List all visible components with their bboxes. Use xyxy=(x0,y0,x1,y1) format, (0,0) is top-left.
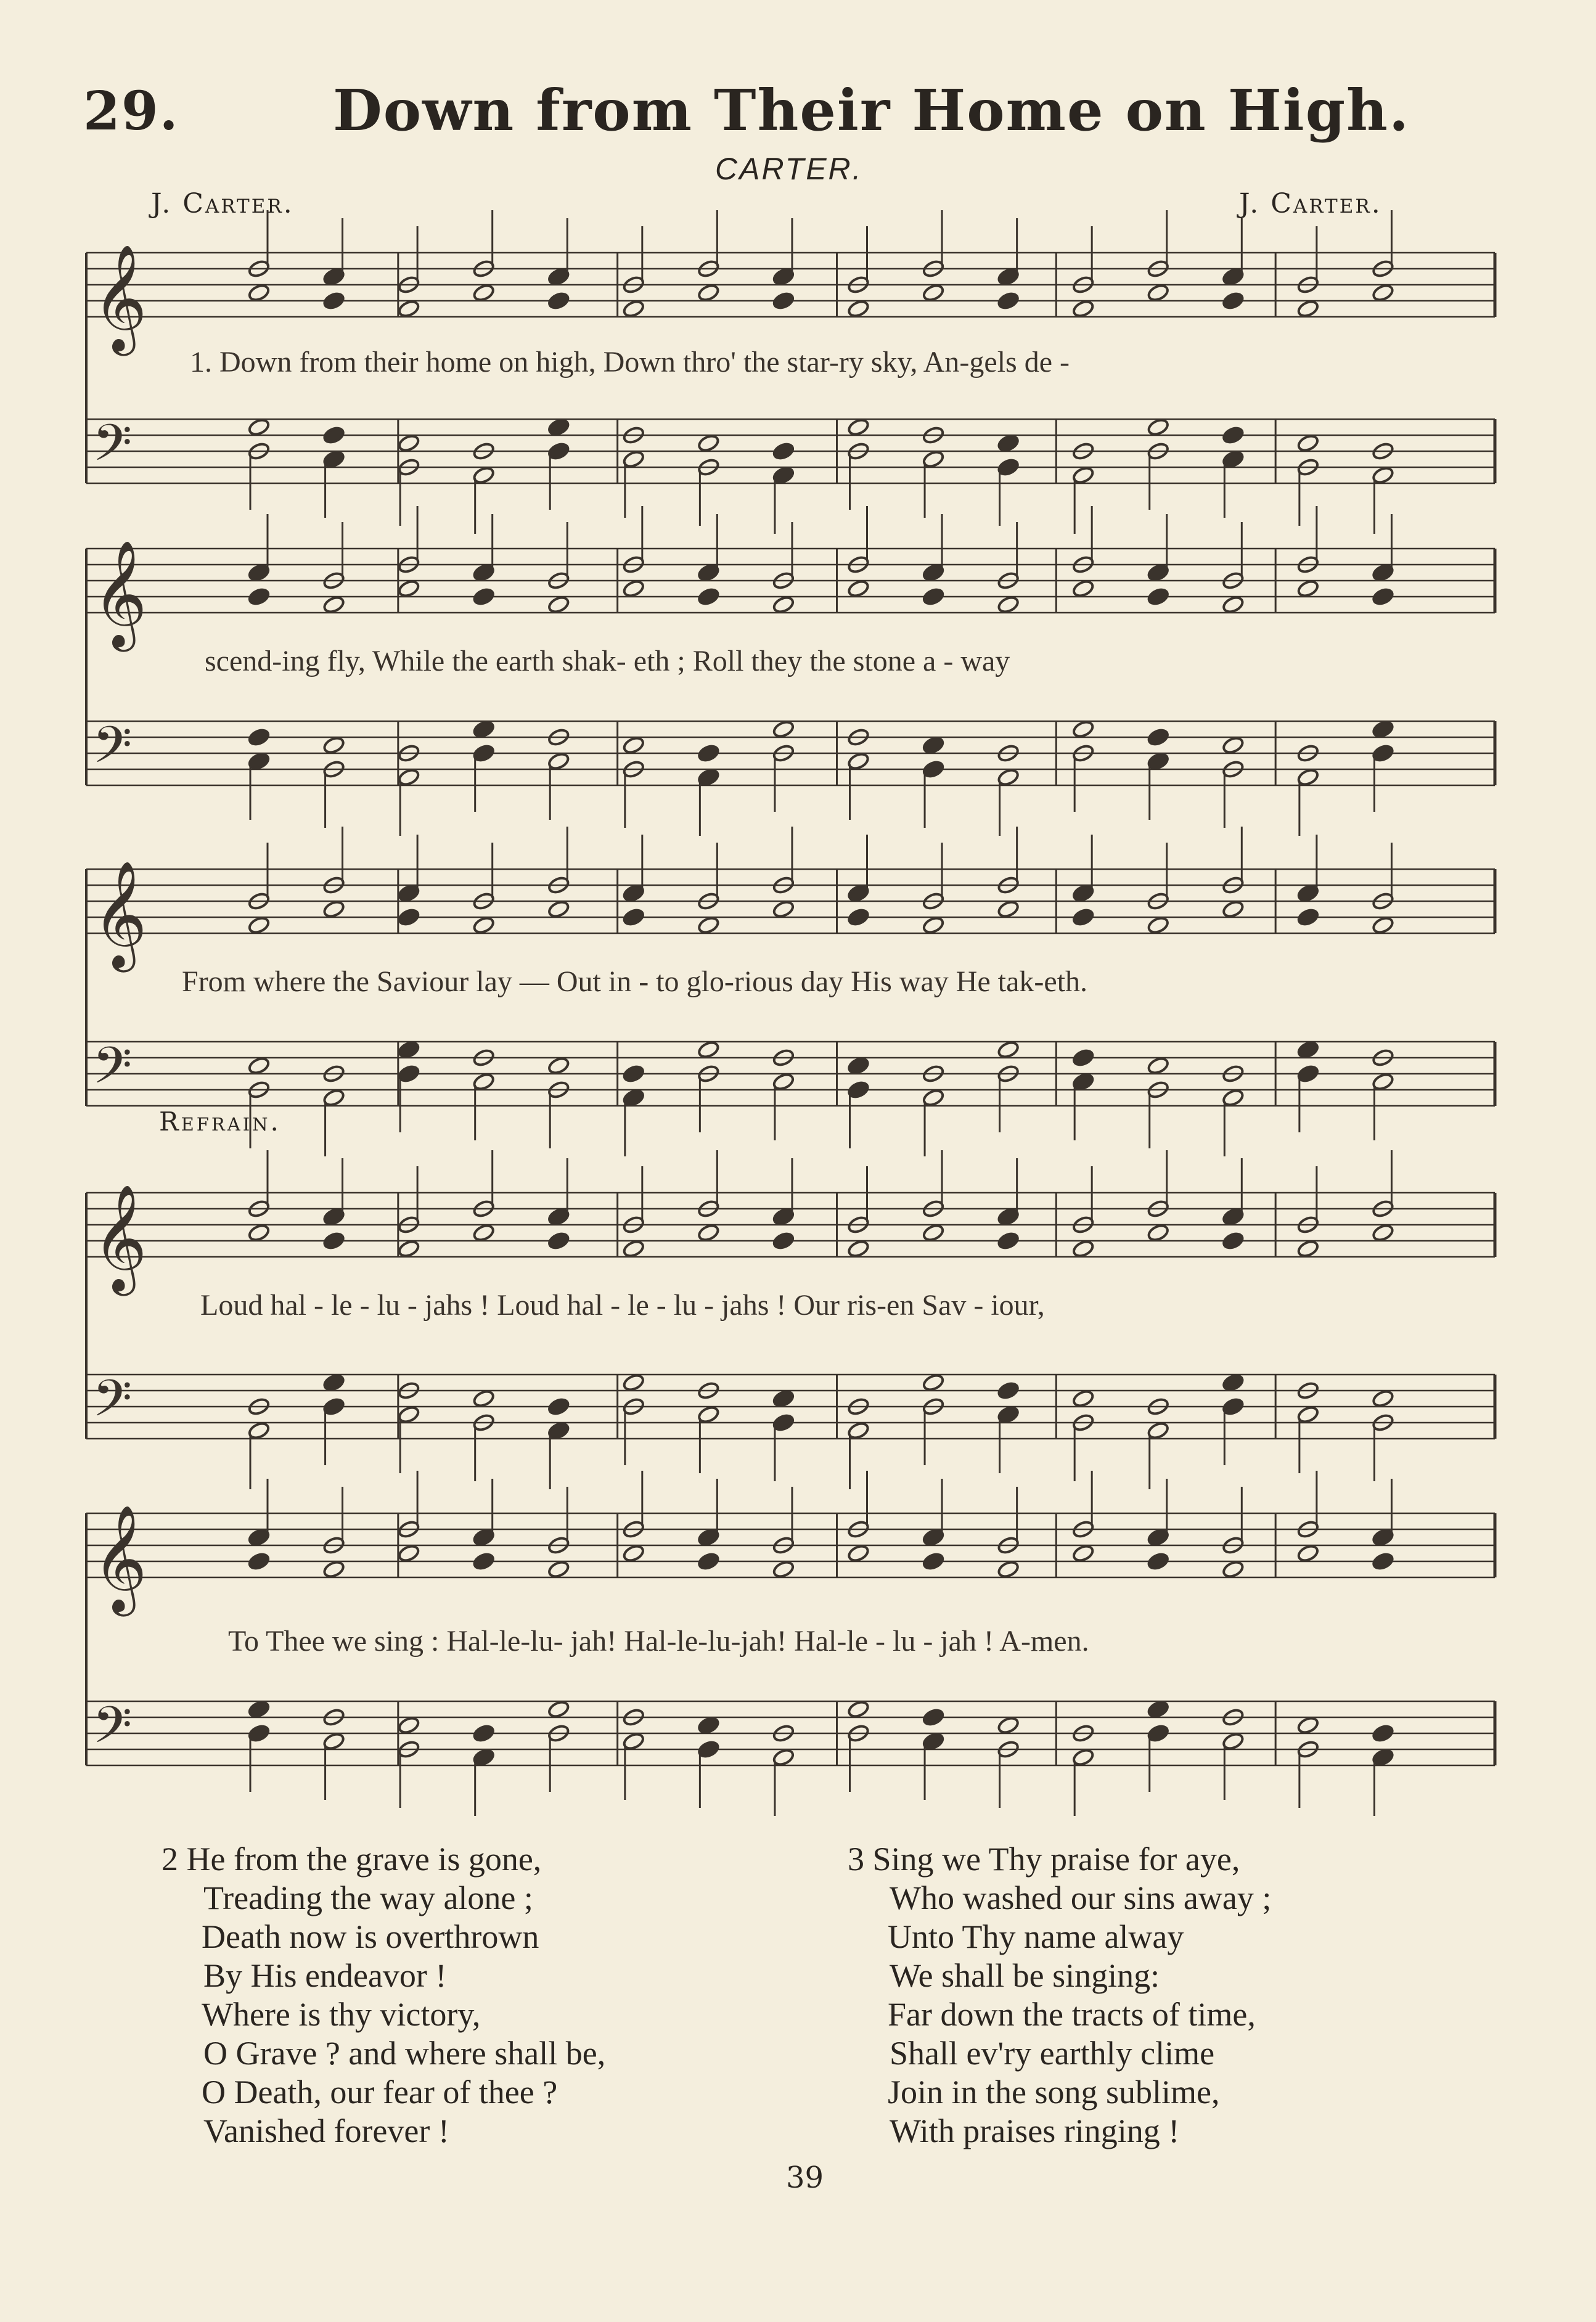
note-head xyxy=(1071,1048,1094,1068)
note-head xyxy=(697,1040,720,1060)
note-head xyxy=(622,1373,645,1392)
note-head xyxy=(1372,1389,1394,1408)
note-head xyxy=(922,283,944,303)
note-head xyxy=(397,433,420,453)
treble-clef-icon: 𝄞 xyxy=(92,540,147,647)
note-head xyxy=(547,1699,570,1719)
note-head xyxy=(322,291,345,311)
note-head xyxy=(1071,299,1094,319)
note-head xyxy=(322,425,345,445)
note-head xyxy=(322,735,345,755)
note-head xyxy=(1071,1239,1094,1259)
note-head xyxy=(697,1551,720,1571)
verse-2 xyxy=(162,1840,605,2151)
note-head xyxy=(322,1373,345,1392)
verse-line: Far down the tracts of time, xyxy=(888,1996,1256,2033)
note-head xyxy=(247,915,270,935)
note-head xyxy=(397,1543,420,1563)
note-head xyxy=(247,1699,270,1719)
note-head xyxy=(1372,1723,1394,1743)
note-head xyxy=(397,907,420,927)
note-head xyxy=(1222,1373,1245,1392)
note-head xyxy=(997,433,1020,453)
treble-clef-icon: 𝄞 xyxy=(92,244,147,351)
bass-clef-icon: 𝄢 xyxy=(92,1368,133,1441)
note-head xyxy=(697,433,720,453)
note-head xyxy=(1147,1699,1169,1719)
note-head xyxy=(847,1056,870,1076)
verse-line: 2 He from the grave is gone, xyxy=(162,1841,542,1878)
page-number: 39 xyxy=(786,2161,824,2195)
note-head xyxy=(922,735,944,755)
note-head xyxy=(997,291,1020,311)
note-head xyxy=(472,1223,495,1243)
note-head xyxy=(1296,579,1319,599)
note-head xyxy=(247,727,270,747)
note-head xyxy=(1222,735,1245,755)
verse-line: We shall be singing: xyxy=(890,1957,1160,1994)
lyric-line-3: From where the Saviour lay — Out in - to glo-rious day His way He tak-eth. xyxy=(182,965,1088,998)
note-head xyxy=(472,915,495,935)
note-head xyxy=(772,1560,795,1579)
note-head xyxy=(847,579,870,599)
note-head xyxy=(247,1223,270,1243)
lyric-line-2: scend-ing fly, While the earth shak- eth ; Roll they the stone a - way xyxy=(205,645,1010,677)
note-head xyxy=(997,1715,1020,1735)
note-head xyxy=(1147,283,1169,303)
note-head xyxy=(397,579,420,599)
verse-line: 3 Sing we Thy praise for aye, xyxy=(848,1841,1240,1878)
note-head xyxy=(697,915,720,935)
note-head xyxy=(772,1389,795,1408)
verse-3 xyxy=(848,1840,1271,2151)
note-head xyxy=(772,719,795,739)
note-head xyxy=(697,283,720,303)
lyric-line-1: 1. Down from their home on high, Down thro' the star-ry sky, An-gels de - xyxy=(190,346,1070,378)
note-head xyxy=(1147,1551,1169,1571)
note-head xyxy=(622,907,645,927)
note-head xyxy=(1071,1389,1094,1408)
note-head xyxy=(547,1397,570,1417)
note-head xyxy=(622,1064,645,1084)
note-head xyxy=(922,915,944,935)
verse-line: Join in the song sublime, xyxy=(888,2074,1220,2111)
note-head xyxy=(697,1715,720,1735)
note-head xyxy=(1147,915,1169,935)
note-head xyxy=(1296,1715,1319,1735)
note-head xyxy=(322,1560,345,1579)
note-head xyxy=(847,907,870,927)
note-head xyxy=(1071,1543,1094,1563)
verse-line: O Death, our fear of thee ? xyxy=(202,2074,558,2111)
verse-line: Who washed our sins away ; xyxy=(890,1879,1272,1916)
note-head xyxy=(1071,579,1094,599)
note-head xyxy=(697,587,720,607)
note-head xyxy=(997,1231,1020,1251)
note-head xyxy=(847,417,870,437)
note-head xyxy=(397,1040,420,1060)
note-head xyxy=(922,1551,944,1571)
note-head xyxy=(1296,299,1319,319)
note-head xyxy=(547,1231,570,1251)
note-head xyxy=(997,899,1020,919)
note-head xyxy=(1372,587,1394,607)
bass-clef-icon: 𝄢 xyxy=(92,1695,133,1767)
note-head xyxy=(1372,1551,1394,1571)
note-head xyxy=(247,417,270,437)
note-head xyxy=(247,1551,270,1571)
note-head xyxy=(1296,1543,1319,1563)
note-head xyxy=(247,1056,270,1076)
verse-line: Shall ev'ry earthly clime xyxy=(890,2035,1215,2072)
verse-line: Death now is overthrown xyxy=(202,1918,539,1955)
note-head xyxy=(697,1223,720,1243)
note-head xyxy=(1222,1231,1245,1251)
note-head xyxy=(622,299,645,319)
note-head xyxy=(772,441,795,461)
note-head xyxy=(922,587,944,607)
note-head xyxy=(997,1560,1020,1579)
verse-line: Unto Thy name alway xyxy=(888,1918,1184,1955)
note-head xyxy=(1372,719,1394,739)
music-credit: J. Carter. xyxy=(1239,188,1382,219)
bass-clef-icon: 𝄢 xyxy=(92,1036,133,1108)
note-head xyxy=(322,1231,345,1251)
note-head xyxy=(922,1707,944,1727)
note-head xyxy=(1147,1223,1169,1243)
note-head xyxy=(1222,1560,1245,1579)
note-head xyxy=(547,1056,570,1076)
note-head xyxy=(472,1723,495,1743)
note-head xyxy=(1372,915,1394,935)
note-head xyxy=(997,595,1020,615)
note-head xyxy=(472,283,495,303)
note-head xyxy=(772,595,795,615)
bass-clef-icon: 𝄢 xyxy=(92,413,133,485)
note-head xyxy=(1147,1056,1169,1076)
words-credit: J. Carter. xyxy=(151,188,294,219)
note-head xyxy=(997,1040,1020,1060)
note-head xyxy=(1222,425,1245,445)
note-head xyxy=(1147,587,1169,607)
note-head xyxy=(1296,1239,1319,1259)
note-head xyxy=(847,1239,870,1259)
verse-line: Vanished forever ! xyxy=(203,2112,449,2149)
verse-line: By His endeavor ! xyxy=(203,1957,447,1994)
note-head xyxy=(547,417,570,437)
note-head xyxy=(922,1373,944,1392)
note-head xyxy=(397,299,420,319)
note-head xyxy=(1222,899,1245,919)
note-head xyxy=(622,579,645,599)
note-head xyxy=(1296,1040,1319,1060)
note-head xyxy=(1222,595,1245,615)
note-head xyxy=(1296,433,1319,453)
verse-line: Where is thy victory, xyxy=(202,1996,481,2033)
note-head xyxy=(1372,1223,1394,1243)
note-head xyxy=(322,595,345,615)
note-head xyxy=(397,1715,420,1735)
treble-clef-icon: 𝄞 xyxy=(92,1505,147,1612)
note-head xyxy=(997,1381,1020,1400)
hymn-number: 29. xyxy=(83,80,179,142)
note-head xyxy=(247,587,270,607)
note-head xyxy=(1222,291,1245,311)
note-head xyxy=(622,1239,645,1259)
note-head xyxy=(1296,907,1319,927)
note-head xyxy=(847,299,870,319)
bass-clef-icon: 𝄢 xyxy=(92,715,133,787)
note-head xyxy=(1147,727,1169,747)
note-head xyxy=(397,1239,420,1259)
note-head xyxy=(772,291,795,311)
note-head xyxy=(1071,719,1094,739)
treble-clef-icon: 𝄞 xyxy=(92,1184,147,1291)
note-head xyxy=(772,1231,795,1251)
note-head xyxy=(622,735,645,755)
lyric-line-5: To Thee we sing : Hal-le-lu- jah! Hal-le-lu-jah! Hal-le - lu - jah ! A-men. xyxy=(228,1625,1089,1658)
note-head xyxy=(472,1389,495,1408)
note-head xyxy=(697,743,720,763)
note-head xyxy=(1372,283,1394,303)
note-head xyxy=(547,1560,570,1579)
verse-line: With praises ringing ! xyxy=(890,2112,1180,2149)
note-head xyxy=(772,899,795,919)
note-head xyxy=(847,1699,870,1719)
tune-name: CARTER. xyxy=(715,152,863,186)
verse-line: Treading the way alone ; xyxy=(203,1879,533,1916)
lyric-line-4: Loud hal - le - lu - jahs ! Loud hal - le - lu - jahs ! Our ris-en Sav - iour, xyxy=(200,1289,1045,1322)
note-head xyxy=(472,587,495,607)
note-head xyxy=(622,1543,645,1563)
note-head xyxy=(1147,417,1169,437)
note-head xyxy=(922,1223,944,1243)
hymn-title: Down from Their Home on High. xyxy=(333,77,1410,144)
note-head xyxy=(547,291,570,311)
note-head xyxy=(547,595,570,615)
note-head xyxy=(247,283,270,303)
note-head xyxy=(322,899,345,919)
treble-clef-icon: 𝄞 xyxy=(92,861,147,968)
note-head xyxy=(847,1543,870,1563)
refrain-label: Refrain. xyxy=(159,1106,281,1137)
note-head xyxy=(472,719,495,739)
verse-line: O Grave ? and where shall be, xyxy=(203,2035,606,2072)
note-head xyxy=(547,899,570,919)
note-head xyxy=(1071,907,1094,927)
note-head xyxy=(472,1551,495,1571)
